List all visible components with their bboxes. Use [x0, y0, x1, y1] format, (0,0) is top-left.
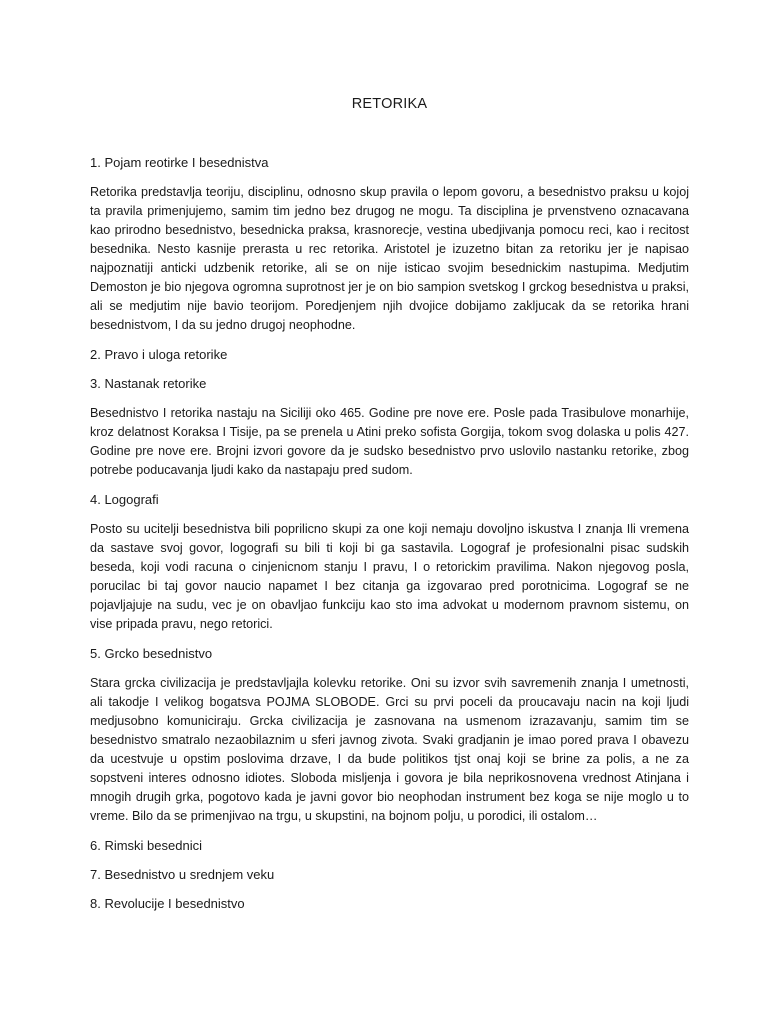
section-heading: 6. Rimski besednici [90, 838, 202, 853]
section-paragraph: Retorika predstavlja teoriju, disciplinu, odnosno skup pravila o lepom govoru, a besednistvo praksu u kojoj ta pravila primenjujemo, samim tim jedno bez drugog ne mogu. Ta disciplina je prvenstveno oznacavana kao prirodno besednistvo, besednicka praksa, krasnorecje, vestina ubedjivanja pomocu reci, kao i recitost besednika. Nesto kasnije prerasta u rec retorika. Aristotel je izuzetno bitan za retoriku jer je napisao najpoznatiji anticki udzbenik retorike, ali se on nije isticao svojim besednickim nastupima. Medjutim Demoston je bio njegova ogromna suprotnost jer je on bio sampion svetskog I grckog besednistva u praksi, ali se medjutim nije bavio teorijom. Poredjenjem njih dvojice dobijamo zakljucak da se retorika hrani besednistvom, I da su jedno drugoj neophodne. [90, 185, 689, 332]
section-heading: 1. Pojam reotirke I besednistva [90, 155, 269, 170]
section-pojam [90, 154, 689, 335]
section-paragraph: Posto su ucitelji besednistva bili poprilicno skupi za one koji nemaju dovoljno iskustva I znanja Ili vremena da sastave svoj govor, logografi su bili ti koji bi ga sastavila. Logograf je profesionalni pisac sudskih beseda, koji vodi racuna o cinjenicnom stanju I pravu, I o retorickim pravilima. Nakon njegovog posla, porucilac bi taj govor naucio napamet I bez citanja ga izgovarao pred porotnicima. Logograf se ne pojavljajuje na sudu, vec je on obavljao funkciju kao sto ima advokat u modernom pravnom sistemu, on vise pripada pravu, nego retorici. [90, 522, 689, 631]
section-paragraph: Stara grcka civilizacija je predstavljajla kolevku retorike. Oni su izvor svih savremenih znanja I umetnosti, ali takodje I velikog bogatsva POJMA SLOBODE. Grci su prvi poceli da proucavaju nacin na koji ljudi medjusobno komuniciraju. Grcka civilizacija je zasnovana na usmenom izrazavanju, samim tim se besednistvo smatralo nezaobilaznim u sferi javnog zivota. Svaki gradjanin je imao pored prava I obavezu da ucestvuje u opstim poslovima drzave, I da bude politikos tjst onaj koji se brine za polis, a ne za sopstveni interes odnosno idiotes. Sloboda misljenja i govora je bila neprikosnovena vrednost Atinjana i mnogih drugih grka, pogotovo kada je javni govor bio neophodan instrument bez koga se nije moglo u to vreme. Bilo da se primenjivao na trgu, u skupstini, na bojnom polju, u porodici, ili ostalom… [90, 676, 689, 823]
section-revolucije [90, 895, 689, 913]
section-grcko [90, 645, 689, 826]
section-logografi [90, 491, 689, 634]
section-heading: 5. Grcko besednistvo [90, 646, 213, 661]
section-heading: 8. Revolucije I besednistvo [90, 896, 245, 911]
section-srednji-vek [90, 866, 689, 884]
section-heading: 3. Nastanak retorike [90, 376, 207, 391]
document-title: RETORIKA [351, 96, 428, 112]
section-pravo [90, 346, 689, 364]
section-paragraph: Besednistvo I retorika nastaju na Siciliji oko 465. Godine pre nove ere. Posle pada Trasibulove monarhije, kroz delatnost Koraksa I Tisije, pa se prenela u Atini preko sofista Gorgija, tokom svog dolaska u polis 427. Godine pre nove ere. Brojni izvori govore da je sudsko besednistvo prvo uslovilo nastanku retorike, zbog potrebe poducavanja ljudi kako da nastapaju pred sudom. [90, 406, 689, 477]
section-heading: 2. Pravo i uloga retorike [90, 347, 228, 362]
section-rimski [90, 837, 689, 855]
section-heading: 4. Logografi [90, 492, 159, 507]
section-heading: 7. Besednistvo u srednjem veku [90, 867, 275, 882]
section-nastanak [90, 375, 689, 480]
